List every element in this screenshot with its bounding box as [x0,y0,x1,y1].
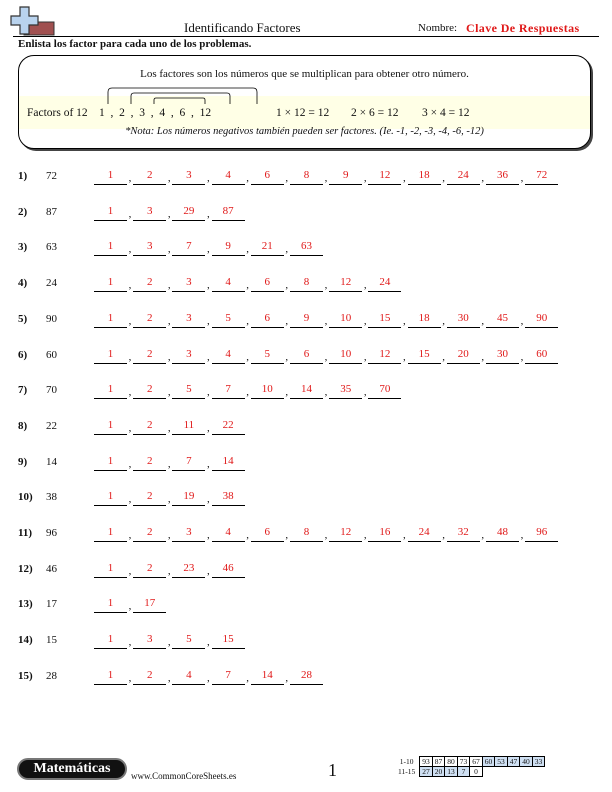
subject-badge: Matemáticas [17,758,127,780]
factor-separator: , [363,172,367,184]
factor-answer: 30 [486,348,519,364]
factor-separator: , [207,493,210,506]
factor-separator: , [128,279,132,292]
factor-separator: , [285,386,289,399]
factor-answer: 15 [408,348,441,364]
factor-answer: 1 [94,205,127,221]
problem-number: 6) [18,348,28,361]
factor-answer: 2 [133,562,166,578]
factor-separator: , [207,172,210,184]
factor-answer: 15 [212,633,245,649]
factor-answer: 4 [212,169,245,185]
factor-answer: 60 [525,348,558,364]
problem-number: 3) [18,241,28,254]
score-row [396,767,545,777]
factor-separator: , [246,279,249,292]
factor-separator: , [167,314,171,327]
factor-separator: , [207,421,210,434]
factor-answer: 4 [212,526,245,542]
factor-answer: 7 [212,669,245,685]
factor-separator: , [481,172,485,184]
problem-value: 87 [46,205,57,218]
factor-separator: , [128,493,132,506]
factor-answer: 24 [447,169,480,185]
factor-separator: , [167,172,171,184]
problem-number: 12) [18,562,33,575]
problem-row [18,634,598,654]
factor-separator: , [246,350,249,363]
factor-answer: 87 [212,205,245,221]
factor-answer: 1 [94,312,127,328]
factor-answer: 63 [290,240,323,256]
factor-separator: , [363,350,367,363]
factor-answer: 8 [290,276,323,292]
score-cell: 40 [520,757,533,767]
factor-answer: 9 [329,169,362,185]
problem-value: 72 [46,170,57,182]
factor-separator: , [363,279,367,292]
example-note: *Nota: Los números negativos también pueden ser factores. (Ie. -1, -2, -3, -4, -6, -12) [125,126,484,137]
factor-answer: 7 [212,383,245,399]
factor-separator: , [324,172,328,184]
factor-separator: , [246,172,249,184]
problem-row [18,563,598,583]
factor-answer: 38 [212,490,245,506]
factor-answer: 8 [290,526,323,542]
factor-answer: 3 [172,526,205,542]
factor-answer: 36 [486,169,519,185]
factor-answer: 16 [368,526,401,542]
factor-answer: 29 [172,205,205,221]
factor-separator: , [128,172,132,184]
factor-answer: 3 [172,276,205,292]
score-cell: 80 [445,757,458,767]
factor-answer: 1 [94,169,127,185]
factor-answer: 12 [329,276,362,292]
factor-separator: , [128,314,132,327]
factor-answer: 72 [525,169,558,185]
factor-separator: , [207,243,210,256]
problem-value: 24 [46,277,57,290]
name-value: Clave De Respuestas [466,21,580,35]
factor-answer: 6 [251,312,284,328]
factor-separator: , [481,529,485,541]
score-cell: 33 [532,757,545,767]
problem-row [18,313,598,333]
factor-answer: 2 [133,455,166,471]
factor-separator: , [285,279,289,292]
header-divider [13,36,599,37]
factor-answer: 5 [212,312,245,328]
problem-number: 7) [18,384,28,397]
factor-answer: 20 [447,348,480,364]
factor-answer: 4 [212,276,245,292]
factor-answer: 1 [94,348,127,364]
factor-answer: 18 [408,312,441,328]
factor-answer: 2 [133,169,166,185]
factor-answer: 46 [212,562,245,578]
factor-answer: 1 [94,240,127,256]
problem-number: 4) [18,277,28,290]
factor-separator: , [167,529,171,541]
factor-separator: , [167,386,171,399]
factor-answer: 3 [172,312,205,328]
score-cell: 67 [470,757,483,767]
factor-separator: , [324,279,328,292]
factor-answer: 1 [94,597,127,613]
factor-separator: , [207,529,210,541]
factor-answer: 1 [94,276,127,292]
factor-answer: 15 [368,312,401,328]
factor-answer: 14 [212,455,245,471]
factor-answer: 1 [94,383,127,399]
score-cell: 13 [445,767,458,777]
problem-row [18,170,598,190]
factor-answer: 28 [290,669,323,685]
factor-separator: , [403,314,406,327]
factor-separator: , [128,243,132,256]
factor-answer: 6 [251,169,284,185]
example-product: 2 × 6 = 12 [351,107,399,119]
page-title: Identificando Factores [184,20,301,35]
factor-separator: , [246,314,249,327]
problem-value: 60 [46,348,57,361]
factor-separator: , [285,350,289,363]
page-number: 1 [328,760,337,780]
factor-answer: 12 [368,348,401,364]
factor-answer: 2 [133,669,166,685]
factor-separator: , [324,529,328,541]
factor-answer: 2 [133,526,166,542]
factor-separator: , [207,386,210,399]
factor-separator: , [167,564,171,577]
problem-number: 13) [18,598,33,611]
factor-separator: , [207,564,210,577]
score-row-label: 1-10 [399,757,414,766]
factor-separator: , [246,386,249,399]
factor-answer: 12 [368,169,401,185]
factor-answer: 1 [94,490,127,506]
factor-answer: 2 [133,383,166,399]
example-product: 1 × 12 = 12 [276,107,330,119]
factor-separator: , [403,529,406,541]
problem-value: 14 [46,455,57,468]
problem-value: 96 [46,527,57,539]
factor-answer: 5 [251,348,284,364]
score-cell: 73 [457,757,470,767]
problem-value: 15 [46,634,57,647]
score-cell: 53 [495,757,508,767]
factor-separator: , [285,314,289,327]
site-url: www.CommonCoreSheets.es [131,771,237,781]
factor-answer: 3 [172,348,205,364]
factor-answer: 32 [447,526,480,542]
factor-separator: , [246,529,249,541]
problem-row [18,670,598,690]
factor-separator: , [403,172,406,184]
example-label: Factors of 12 [27,107,88,119]
score-table [396,756,545,777]
factor-separator: , [128,564,132,577]
factor-separator: , [207,671,210,684]
problem-value: 46 [46,562,57,575]
factor-separator: , [207,279,210,292]
factor-answer: 3 [133,205,166,221]
factor-separator: , [285,671,289,684]
factor-answer: 2 [133,312,166,328]
factor-separator: , [128,207,132,220]
factor-separator: , [207,457,210,470]
factor-answer: 6 [251,276,284,292]
factor-answer: 90 [525,312,558,328]
factor-separator: , [520,350,524,363]
factor-separator: , [246,243,249,256]
factor-separator: , [363,529,367,541]
factor-separator: , [167,421,171,434]
factor-answer: 8 [290,169,323,185]
factor-separator: , [403,350,406,363]
problem-number: 11) [18,527,33,539]
factor-answer: 21 [251,240,284,256]
factor-separator: , [481,314,485,327]
factor-answer: 48 [486,526,519,542]
problem-row [18,206,598,226]
factor-separator: , [167,279,171,292]
factor-answer: 14 [251,669,284,685]
factor-answer: 14 [290,383,323,399]
factor-answer: 24 [368,276,401,292]
problem-number: 9) [18,455,28,468]
score-row-label: 11-15 [398,767,416,776]
score-row [396,757,545,767]
factor-separator: , [363,314,367,327]
factor-answer: 6 [290,348,323,364]
factor-separator: , [324,386,328,399]
score-cell: 7 [457,767,470,777]
factor-answer: 35 [329,383,362,399]
problem-row [18,456,598,476]
name-label: Nombre: [418,22,458,34]
example-product: 3 × 4 = 12 [422,107,470,119]
factor-answer: 1 [94,669,127,685]
factor-separator: , [324,350,328,363]
factor-separator: , [207,314,210,327]
factor-answer: 1 [94,455,127,471]
factor-separator: , [128,350,132,363]
problem-value: 70 [46,384,57,397]
factor-answer: 30 [447,312,480,328]
factor-separator: , [167,350,171,363]
score-cell: 0 [470,767,483,777]
factor-answer: 10 [329,348,362,364]
factor-answer: 1 [94,419,127,435]
factor-answer: 5 [172,383,205,399]
problem-number: 1) [18,170,28,182]
problem-number: 10) [18,491,33,504]
factor-separator: , [167,457,171,470]
factor-separator: , [324,314,328,327]
factor-separator: , [167,207,171,220]
factor-answer: 19 [172,490,205,506]
factor-separator: , [128,457,132,470]
problem-row [18,349,598,369]
factor-answer: 2 [133,348,166,364]
factor-answer: 70 [368,383,401,399]
factor-answer: 9 [290,312,323,328]
factor-separator: , [442,529,445,541]
factor-separator: , [128,386,132,399]
score-cell: 87 [432,757,445,767]
problem-value: 38 [46,491,57,504]
factor-separator: , [167,243,171,256]
factor-answer: 2 [133,276,166,292]
factor-answer: 7 [172,455,205,471]
factor-answer: 23 [172,562,205,578]
problem-row [18,384,598,404]
factor-separator: , [520,529,524,541]
factor-answer: 5 [172,633,205,649]
score-cell: 93 [420,757,433,767]
factor-answer: 2 [133,419,166,435]
factor-answer: 1 [94,562,127,578]
factor-answer: 11 [172,419,205,435]
factor-separator: , [167,636,171,649]
factor-answer: 3 [133,633,166,649]
factor-separator: , [128,671,132,684]
example-factor-list: 1 , 2 , 3 , 4 , 6 , 12 [99,107,212,119]
factor-separator: , [128,636,132,649]
factor-separator: , [128,600,132,613]
problem-number: 5) [18,312,28,325]
factor-separator: , [128,421,132,434]
factor-answer: 3 [172,169,205,185]
problem-value: 22 [46,419,57,432]
score-cell: 20 [432,767,445,777]
problem-row [18,420,598,440]
factor-separator: , [520,314,524,327]
factor-separator: , [207,207,210,220]
factor-answer: 1 [94,526,127,542]
factor-answer: 12 [329,526,362,542]
problem-value: 90 [46,312,57,325]
factor-answer: 22 [212,419,245,435]
problem-value: 28 [46,669,57,682]
factor-separator: , [285,172,289,184]
factor-answer: 9 [212,240,245,256]
factor-separator: , [442,350,445,363]
factor-answer: 6 [251,526,284,542]
factor-answer: 45 [486,312,519,328]
factor-answer: 10 [329,312,362,328]
problem-row [18,277,598,297]
score-cell: 27 [420,767,433,777]
factor-answer: 18 [408,169,441,185]
factor-separator: , [442,172,445,184]
factor-separator: , [520,172,524,184]
plus-logo-icon [10,6,58,40]
factor-answer: 10 [251,383,284,399]
example-box [18,55,591,149]
factor-answer: 96 [525,526,558,542]
factor-answer: 2 [133,490,166,506]
factor-answer: 24 [408,526,441,542]
factor-answer: 1 [94,633,127,649]
factor-separator: , [207,350,210,363]
problem-row [18,598,598,618]
factor-answer: 7 [172,240,205,256]
example-description: Los factores son los números que se multiplican para obtener otro número. [140,68,469,80]
factor-separator: , [128,529,132,541]
score-cell: 60 [482,757,495,767]
problem-number: 14) [18,634,33,647]
problem-value: 63 [46,241,57,254]
factor-separator: , [246,671,249,684]
factor-answer: 4 [212,348,245,364]
factor-separator: , [481,350,485,363]
problem-number: 15) [18,669,33,682]
factor-separator: , [285,529,289,541]
problem-number: 2) [18,205,28,218]
problem-number: 8) [18,419,28,432]
score-cell: 47 [507,757,520,767]
problem-value: 17 [46,598,57,611]
factor-answer: 4 [172,669,205,685]
factor-separator: , [363,386,367,399]
problem-row [18,241,598,261]
factor-answer: 17 [133,597,166,613]
factor-answer: 3 [133,240,166,256]
factor-separator: , [285,243,289,256]
problem-row [18,527,598,547]
factor-separator: , [167,493,171,506]
factor-separator: , [207,636,210,649]
factor-separator: , [167,671,171,684]
factor-separator: , [442,314,445,327]
problem-row [18,491,598,511]
instructions: Enlista los factor para cada uno de los problemas. [18,38,252,50]
